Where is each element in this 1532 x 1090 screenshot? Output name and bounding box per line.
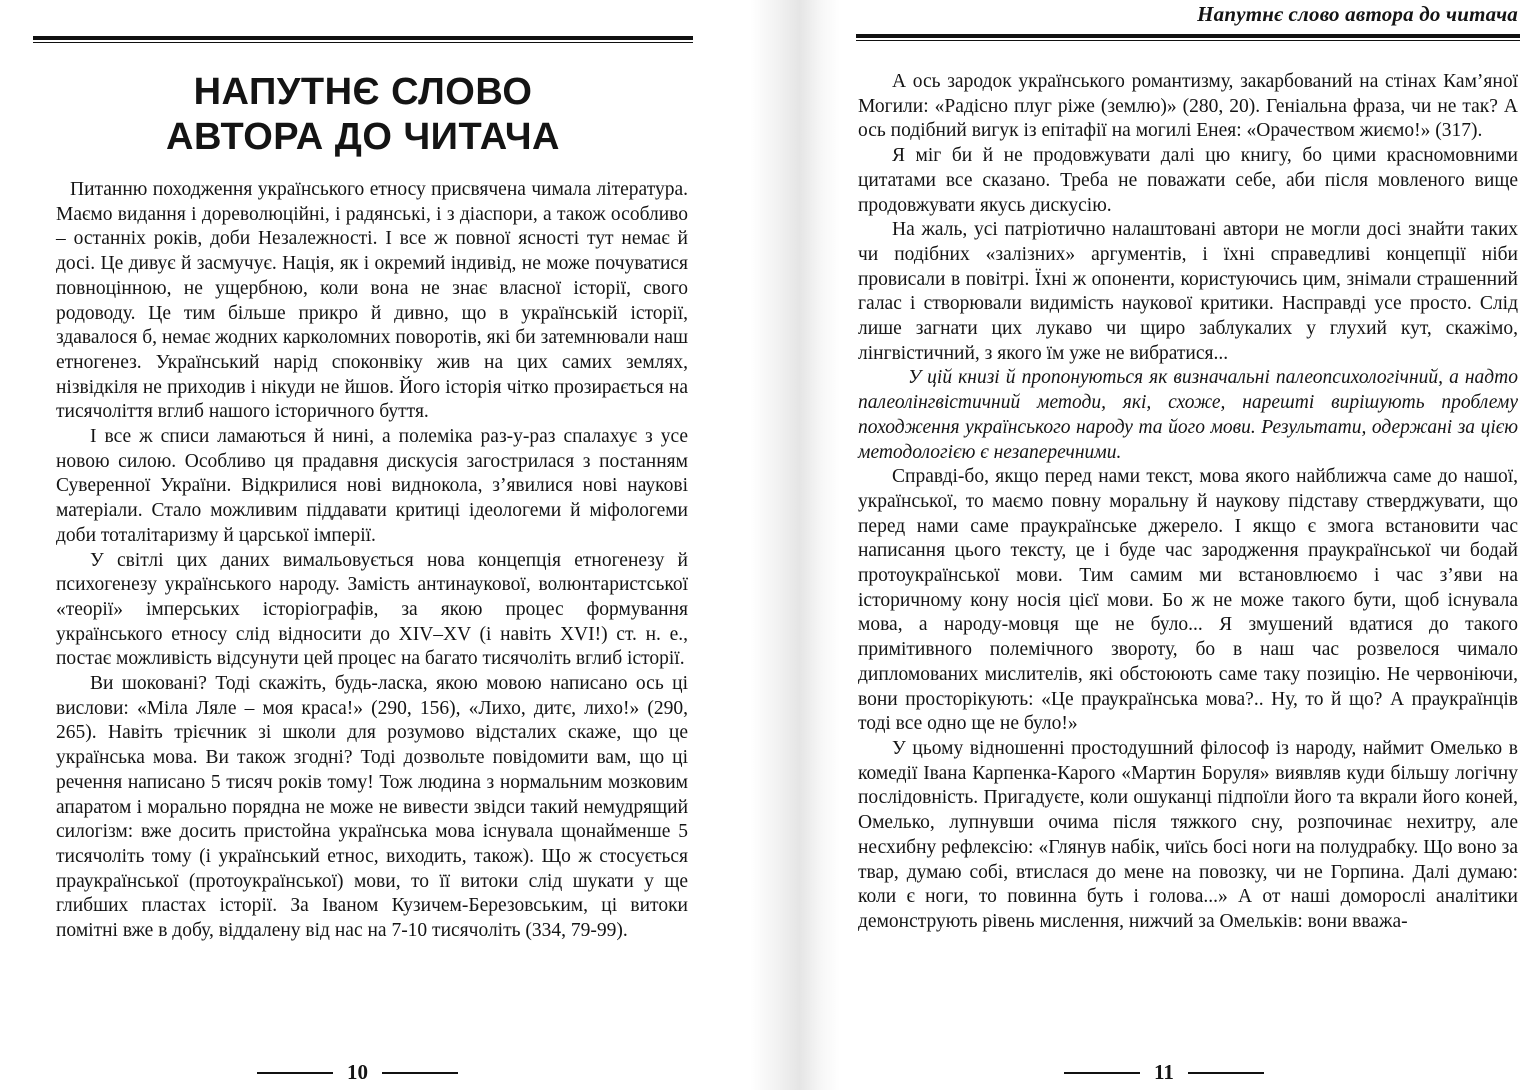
- paragraph: Справді-бо, якщо перед нами текст, мова якого найближча саме до нашої, української, то маємо повну моральну й наукову підставу стверджувати, що перед нами саме праукраїнське джерело. І якщо є змога встановити час написання цього тексту, це і буде час зародження праукраїнської чи бодай протоукраїнської мови. Тим самим ми встановлюємо і час з’яви на історичному кону носія цієї мови. Бо ж не може такого бути, щоб існувала мова, а народу-мовця ще не було... Я змушений вдатися до такого примітивного полемічного звороту, бо в наш час розвелося чимало дипломованих мислителів, які обстоюють саме таку позицію. Не червоніючи, вони просторікують: «Це праукраїнська мова?.. Ну, то й що? А праукраїнців тоді все одно ще не було!»: [858, 466, 1518, 735]
- chapter-title-line-1: НАПУТНЄ СЛОВО: [193, 71, 533, 113]
- right-page: [766, 0, 1532, 1090]
- paragraph: У світлі цих даних вимальовується нова концепція етногенезу й психогенезу українського народу. Замість антинаукової, волюнтаристської «теорії» імперських історіографів, за якою процес формування українського етносу слід відносити до XIV–XV (і навіть XVI!) ст. н. е., постає можливість відсунути цей процес на багато тисячоліть вглиб історії.: [56, 549, 688, 670]
- right-page-body: [858, 70, 1518, 935]
- header-rule-left: [33, 36, 693, 43]
- folio-dash: [1064, 1072, 1140, 1074]
- header-rule-right: [856, 34, 1520, 41]
- paragraph: Я міг би й не продовжувати далі цю книгу, бо цими красномовними цитатами все сказано. Треба не поважати себе, аби після мовленого вище продовжувати якусь дискусію.: [858, 145, 1518, 216]
- folio-dash: [1188, 1072, 1264, 1074]
- paragraph: А ось зародок українського романтизму, закарбований на стінах Кам’яної Могили: «Радісно плуг ріже (землю)» (280, 20). Геніальна фраза, чи не так? А ось подібний вигук із епітафії на могилі Енея: «Орачеством жиємо!» (317).: [858, 71, 1518, 142]
- chapter-title: [33, 70, 693, 160]
- paragraph-italic: У цій книзі й пропонуються як визначальні палеопсихологічний, а надто палеолінгвістичний методи, які, схоже, нарешті вирішують проблему походження українського народу та його мови. Результати, одержані за цією методологією є незаперечними.: [858, 367, 1518, 463]
- page-number: 10: [347, 1060, 368, 1084]
- page-number: 11: [1154, 1060, 1174, 1084]
- folio-dash: [257, 1072, 333, 1074]
- running-head: Напутнє слово автора до читача: [1197, 2, 1518, 26]
- page-number-right: [1064, 1060, 1264, 1085]
- paragraph: На жаль, усі патріотично налаштовані автори не могли досі знайти таких чи подібних «залізних» аргументів, і їхні справедливі концепції ніби провисали в повітрі. Їхні ж опоненти, користуючись цим, знімали страшенний галас і створювали видимість наукової критики. Насправді усе просто. Слід лише загнати цих лукаво чи щиро заблукалих у глухий кут, скажімо, лінгвістичний, з якого їм уже не вибратися...: [858, 219, 1518, 364]
- paragraph: І все ж списи ламаються й нині, а полеміка раз-у-раз спалахує з усе новою силою. Особливо ця прадавня дискусія загострилася з постанням Суверенної України. Відкрилися нові виднокола, з’явилися нові наукові матеріали. Стало можливим піддавати критиці ідеологеми й міфологеми доби тоталітаризму й царської імперії.: [56, 426, 688, 546]
- page-number-left: [257, 1060, 458, 1085]
- folio-dash: [382, 1072, 458, 1074]
- paragraph: У цьому відношенні простодушний філософ із народу, наймит Омелько в комедії Івана Карпенка-Карого «Мартин Боруля» виявляв куди більшу логічну послідовність. Пригадуєте, коли ошуканці підпоїли його та вкрали його коней, Омелько, лупнувши очима після тяжкого сну, розпочинає нехитру, але несхибну рефлексію: «Глянув набік, чиїсь босі ноги на полудрабку. Що воно за твар, думаю собі, втислася до мене на повозку, чи не Горпина. Далі думаю: коли є ноги, то повинна буть і голова...» А от наші доморослі аналітики демонструють рівень мислення, нижчий за Омельків: вони вважа-: [858, 737, 1518, 932]
- chapter-title-line-2: АВТОРА ДО ЧИТАЧА: [166, 116, 560, 158]
- left-page-body: [56, 178, 688, 944]
- paragraph: Ви шоковані? Тоді скажіть, будь-ласка, якою мовою написано ось ці вислови: «Міла Ляле – моя краса!» (290, 156), «Лихо, дитє, лихо!» (290, 265). Навіть трієчник зі школи для розумово відсталих скаже, що це українська мова. Ви також згодні? Тоді дозвольте повідомити вам, що ці речення написано 5 тисяч років тому! Тож людина з нормальним мозковим апаратом і морально порядна не може не вивести звідси такий немудрящий силогізм: вже досить пристойна українська мова існувала щонайменше 5 тисячоліть тому (і український етнос, виходить, також). Що ж стосується праукраїнської (протоукраїнської) мови, то її витоки слід шукати у ще глибших пластах історії. За Іваном Кузичем-Березовським, ці витоки помітні вже в добу, віддалену від нас на 7-10 тисячоліть (334, 79-99).: [56, 673, 688, 942]
- paragraph: Питанню походження українського етносу присвячена чимала література. Маємо видання і дореволюційні, і радянські, і з діаспори, а також особливо – останніх років, доби Незалежності. І все ж повної ясності тут немає й досі. Це дивує й засмучує. Нація, як і окремий індивід, не може почуватися повноцінною, не ущербною, коли вона не знає власної історії, свого родоводу. Це тим більше прикро й дивно, що в українській історії, здавалося б, немає жодних карколомних поворотів, які би затемнювали наш етногенез. Український нарід споконвіку жив на цих самих землях, нізвідкіля не приходив і нікуди не йшов. Його історія чітко прозирається на тисячоліття вглиб нашого історичного буття.: [56, 179, 688, 423]
